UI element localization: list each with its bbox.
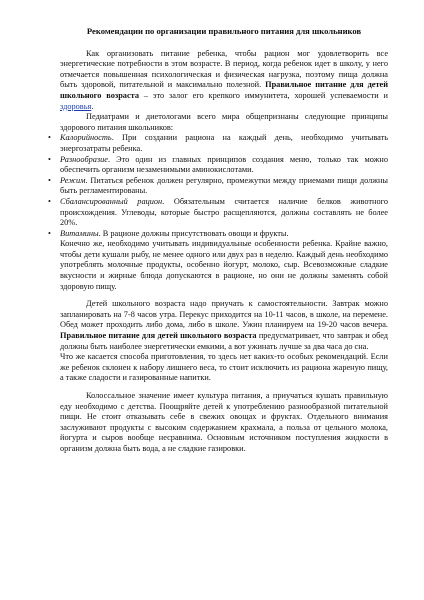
principle-item-variety	[48, 154, 388, 176]
principle-text: . Это один из главных принципов создания меню, только так можно обеспечить организм незаменимыми аминокислотами.	[60, 154, 388, 175]
bullet-icon: •	[48, 228, 51, 238]
schedule-text: Детей школьного возраста надо приучать к самостоятельности. Завтрак можно запланировать на 7-8 часов утра. Перекус приходится на 10-11 часов, в школе, на перемене. Обед может проходить либо дома, либо в школе. Ужин планируем на 19-20 часов вечера.	[60, 299, 388, 330]
intro-bold-phrase: Правильное питание для детей школьного возраста	[60, 80, 388, 100]
principle-term: Витамины	[60, 228, 99, 238]
principles-list	[48, 133, 388, 239]
health-link[interactable]: здоровья	[60, 101, 92, 111]
principle-item-calories	[48, 133, 388, 154]
principle-term: Разнообразие	[60, 154, 108, 164]
schedule-bold-phrase: Правильное питание для детей школьного возраста	[60, 331, 257, 341]
principle-term: Калорийность	[60, 133, 112, 143]
bullet-icon: •	[48, 175, 51, 185]
paragraph-gap	[60, 292, 388, 299]
principle-term: Сбалансированный рацион	[60, 196, 163, 206]
bullet-icon: •	[48, 196, 51, 206]
intro-text-continued: – это залог его крепкого иммунитета, хорошей успеваемости и	[138, 90, 388, 100]
principle-text: . Обязательным считается наличие белков животного происхождения. Углеводы, которые быстро расщепляются, должны составлять не более 20%.	[60, 196, 388, 228]
principle-item-regime	[48, 175, 388, 197]
principle-item-vitamins	[48, 228, 388, 240]
cooking-paragraph: Что же касается способа приготовления, то здесь нет каких-то особых рекомендаций. Если же ребенок склонен к набору лишнего веса, то стоит исключить из рациона жареную пищу, а также сладости и газированные напитки.	[60, 352, 388, 383]
principle-item-balance	[48, 196, 388, 229]
schedule-paragraph	[60, 299, 388, 352]
principle-text: . В рационе должны присутствовать овощи и фрукты.	[98, 228, 289, 238]
principles-intro-paragraph: Педиатрами и диетологами всего мира общепризнаны следующие принципы здорового питания школьников:	[60, 112, 388, 132]
document-title: Рекомендации по организации правильного питания для школьников	[86, 26, 362, 36]
bullet-icon: •	[48, 154, 51, 164]
schedule-text-continued: предусматривает, что завтрак и обед должны быть наиболее энергетически емкими, а вот ужинать лучше за два часа до сна.	[60, 331, 388, 351]
principle-text: . При создании рациона на каждый день, необходимо учитывать энергозатраты ребенка.	[60, 133, 388, 153]
principle-text: . Питаться ребенок должен регулярно, промежутки между приемами пищи должны быть регламентированы.	[60, 175, 388, 196]
paragraph-gap	[60, 384, 388, 391]
bullet-icon: •	[48, 133, 51, 143]
individual-features-paragraph: Конечно же, необходимо учитывать индивидуальные особенности ребенка. Крайне важно, чтобы дети кушали рыбу, не менее одного или двух раз в неделю. Каждый день необходимо употреблять молочные продукты, особенно йогурт, молоко, сыр. Всевозможные сладкие вкусности и жирные блюда допускаются в рационе, но они не должны заменять собой здоровую пищу.	[60, 239, 388, 291]
intro-text: Как организовать питание ребенка, чтобы рацион мог удовлетворить все энергетические потребности в этом возрасте. В период, когда ребенок идет в школу, у него отмечается повышенная психологическая и физическая нагрузка, поэтому пища должна быть здоровой, питательной и максимально полезной.	[60, 48, 388, 90]
intro-paragraph	[60, 49, 388, 113]
culture-paragraph: Колоссальное значение имеет культура питания, а приучаться кушать правильную еду необходимо с детства. Поощряйте детей к употреблению разнообразной питательной пищи. Не стоит отказывать себе в свежих овощах и фруктах. Отдельного внимания заслуживают продукты с высоким содержанием крахмала, а польза от цельного молока, йогурта и сыров вообще несравнима. Основным источником поступления жидкости в организм должна быть вода, а не сладкие газировки.	[60, 391, 388, 453]
intro-end: .	[91, 101, 94, 111]
principle-term: Режим	[60, 175, 86, 185]
